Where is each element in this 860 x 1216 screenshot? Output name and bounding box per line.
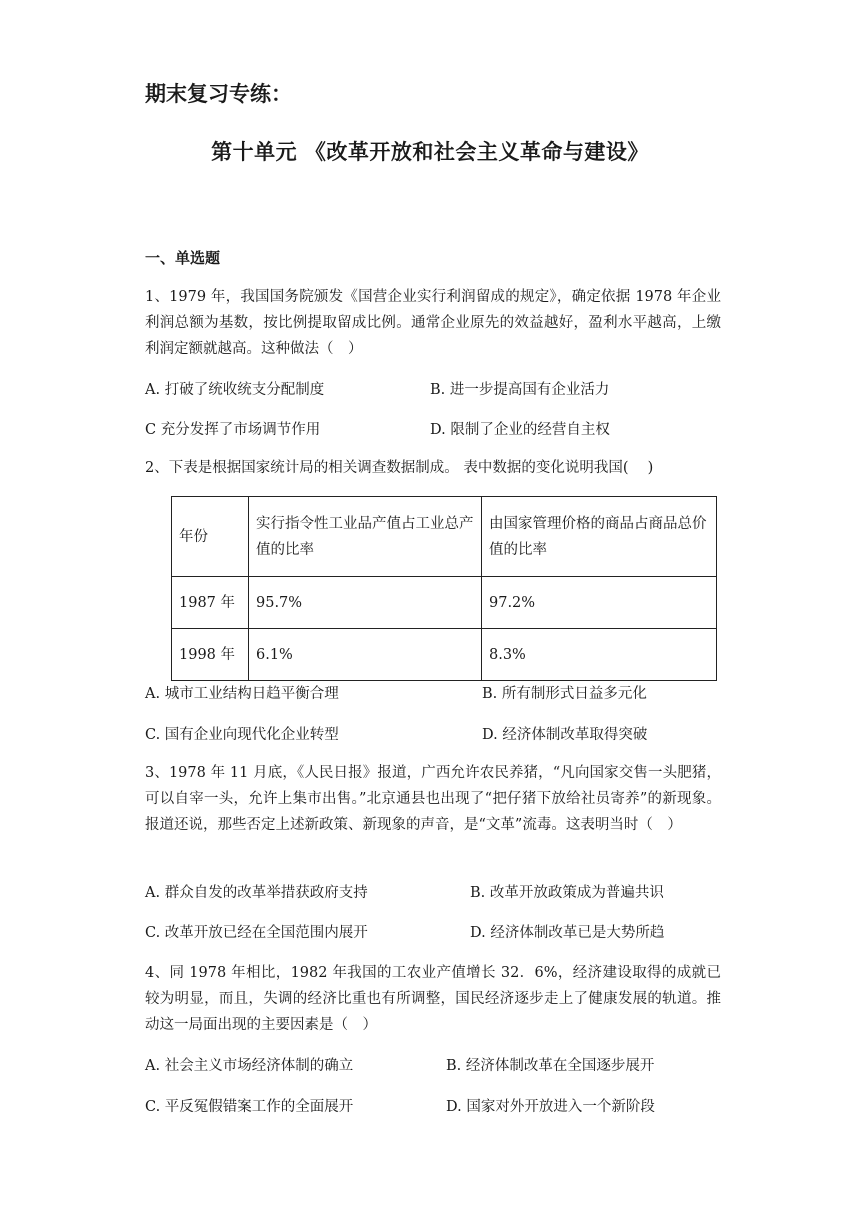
page-title: 期末复习专练： <box>145 82 292 106</box>
table-cell: 97.2% <box>482 577 717 629</box>
section-heading: 一、单选题 <box>145 249 221 267</box>
question-1-option-a: A. 打破了统收统支分配制度 <box>145 382 325 398</box>
question-4-option-d: D. 国家对外开放进入一个新阶段 <box>446 1099 655 1115</box>
table-cell: 95.7% <box>249 577 482 629</box>
question-2-stem: 2、下表是根据国家统计局的相关调查数据制成。 表中数据的变化说明我国( ) <box>145 460 654 476</box>
question-1-stem: 1、1979 年，我国国务院颁发《国营企业实行利润留成的规定》，确定依据 1978 年企业利润总额为基数，按比例提取留成比例。通常企业原先的效益越好，盈利水平越高，上缴利润定额就越高。这种做法（ ） <box>145 289 721 357</box>
table-cell: 6.1% <box>249 629 482 681</box>
table-row <box>172 577 717 629</box>
question-2-option-d: D. 经济体制改革取得突破 <box>482 727 648 743</box>
question-3-option-c: C. 改革开放已经在全国范围内展开 <box>145 925 368 941</box>
question-2-option-b: B. 所有制形式日益多元化 <box>482 686 647 702</box>
question-4-option-b: B. 经济体制改革在全国逐步展开 <box>446 1058 655 1074</box>
data-table <box>171 496 717 681</box>
question-3-stem: 3、1978 年 11 月底，《人民日报》报道，广西允许农民养猪，“凡向国家交售一头肥猪，可以自宰一头，允许上集市出售。”北京通县也出现了“把仔猪下放给社员寄养”的新现象。报道还说，那些否定上述新政策、新现象的声音，是“文革”流毒。这表明当时（ ） <box>145 765 721 833</box>
table-cell: 1998 年 <box>172 629 249 681</box>
table-row <box>172 629 717 681</box>
table-header-cell: 年份 <box>172 497 249 577</box>
question-3-option-d: D. 经济体制改革已是大势所趋 <box>470 925 665 941</box>
question-1-option-b: B. 进一步提高国有企业活力 <box>430 382 610 398</box>
question-2-option-a: A. 城市工业结构日趋平衡合理 <box>145 686 339 702</box>
question-4-option-c: C. 平反冤假错案工作的全面展开 <box>145 1099 354 1115</box>
question-3-option-b: B. 改革开放政策成为普遍共识 <box>470 885 664 901</box>
question-3-option-a: A. 群众自发的改革举措获政府支持 <box>145 885 368 901</box>
question-1-option-c: C 充分发挥了市场调节作用 <box>145 422 321 438</box>
question-4-option-a: A. 社会主义市场经济体制的确立 <box>145 1058 354 1074</box>
question-4-stem: 4、同 1978 年相比，1982 年我国的工农业产值增长 32．6%，经济建设取得的成就已较为明显，而且，失调的经济比重也有所调整，国民经济逐步走上了健康发展的轨道。推动这一局面出现的主要因素是（ ） <box>145 965 721 1033</box>
table-header-cell: 实行指令性工业品产值占工业总产值的比率 <box>249 497 482 577</box>
question-2-option-c: C. 国有企业向现代化企业转型 <box>145 727 339 743</box>
table-header-cell: 由国家管理价格的商品占商品总价值的比率 <box>482 497 717 577</box>
unit-title: 第十单元 《改革开放和社会主义革命与建设》 <box>211 140 649 164</box>
table-cell: 1987 年 <box>172 577 249 629</box>
table-cell: 8.3% <box>482 629 717 681</box>
question-1-option-d: D. 限制了企业的经营自主权 <box>430 422 610 438</box>
table-header-row <box>172 497 717 577</box>
